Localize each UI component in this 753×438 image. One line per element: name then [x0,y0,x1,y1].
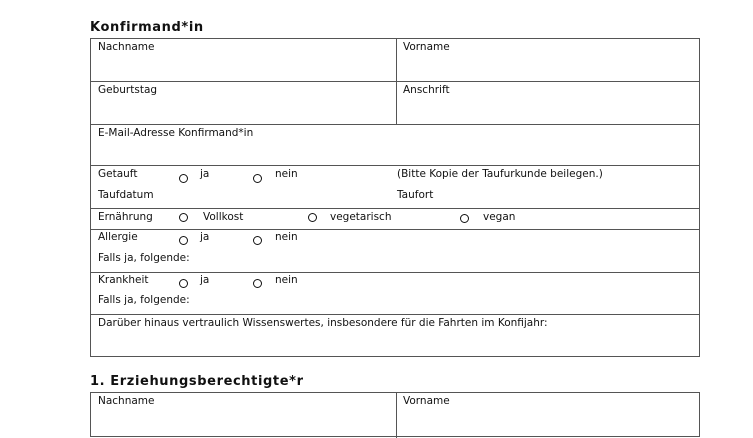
option-label-vegetarisch: vegetarisch [330,211,392,223]
row-email [91,125,699,166]
column-divider [396,393,397,438]
radio-krankheit-ja[interactable] [179,279,188,288]
option-label-ja: ja [200,168,210,180]
field-label-taufdatum: Taufdatum [98,189,154,201]
field-label-nachname: Nachname [98,395,155,407]
field-label-taufort: Taufort [397,189,434,201]
row-wissenswertes [91,315,699,356]
radio-vegan[interactable] [460,214,469,223]
field-label-nachname: Nachname [98,41,155,53]
option-label-nein: nein [275,231,298,243]
field-label-vorname: Vorname [403,395,450,407]
option-label-nein: nein [275,168,298,180]
field-label-falls-ja: Falls ja, folgende: [98,294,190,306]
radio-vollkost[interactable] [179,213,188,222]
option-label-nein: nein [275,274,298,286]
radio-allergie-ja[interactable] [179,236,188,245]
field-label-wissenswertes: Darüber hinaus vertraulich Wissenswertes, insbesondere für die Fahrten im Konfijahr: [98,317,548,329]
row-getauft [91,166,699,209]
field-label-allergie: Allergie [98,231,138,243]
option-label-vegan: vegan [483,211,516,223]
taufurkunde-note: (Bitte Kopie der Taufurkunde beilegen.) [397,168,603,180]
field-label-email: E-Mail-Adresse Konfirmand*in [98,127,254,139]
row-krankheit [91,273,699,315]
radio-krankheit-nein[interactable] [253,279,262,288]
option-label-ja: ja [200,274,210,286]
radio-allergie-nein[interactable] [253,236,262,245]
erziehungsberechtigte-1-form [90,392,700,437]
column-divider [396,82,397,124]
field-label-anschrift: Anschrift [403,84,450,96]
section-title-erziehungsberechtigte-1: 1. Erziehungsberechtigte*r [90,374,304,389]
field-label-ernaehrung: Ernährung [98,211,153,223]
row-name [91,393,699,438]
field-label-geburtstag: Geburtstag [98,84,158,96]
row-name [91,39,699,82]
radio-getauft-nein[interactable] [253,174,262,183]
section-title-konfirmand: Konfirmand*in [90,20,204,35]
radio-vegetarisch[interactable] [308,213,317,222]
field-label-vorname: Vorname [403,41,450,53]
row-ernaehrung [91,209,699,230]
field-label-krankheit: Krankheit [98,274,149,286]
konfirmand-form [90,38,700,357]
row-allergie [91,230,699,273]
column-divider [396,39,397,81]
field-label-getauft: Getauft [98,168,138,180]
option-label-vollkost: Vollkost [203,211,244,223]
field-label-falls-ja: Falls ja, folgende: [98,252,190,264]
radio-getauft-ja[interactable] [179,174,188,183]
option-label-ja: ja [200,231,210,243]
row-geburtstag-anschrift [91,82,699,125]
